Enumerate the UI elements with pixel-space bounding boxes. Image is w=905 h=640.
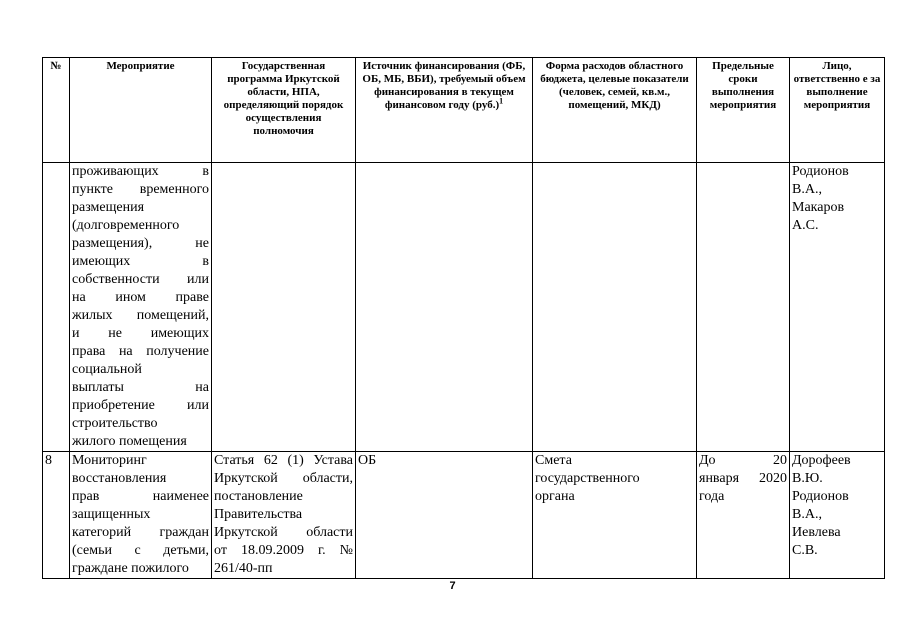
row2-expenses (533, 452, 697, 579)
cell-text-line: прав наименее (72, 489, 209, 504)
cell-text-line: пункте временного (72, 182, 209, 197)
cell-text-line: на ином праве (72, 290, 209, 305)
header-program: Государственная программа Иркутской области, НПА, определяющий порядок осуществления полномочия (212, 58, 356, 163)
row2-number: 8 (43, 452, 70, 579)
cell-text-line: государственного (535, 471, 640, 486)
cell-text-line: Иевлева (792, 525, 841, 540)
cell-text-line: января 2020 (699, 471, 787, 486)
row1-number (43, 163, 70, 452)
cell-text-line: Статья 62 (1) Устава (214, 453, 353, 468)
cell-text-line: размещения), не (72, 236, 209, 251)
cell-text-line: ОБ (358, 453, 377, 468)
row2-funding (356, 452, 533, 579)
cell-text-line: имеющих в (72, 254, 209, 269)
cell-text-line: В.А., (792, 182, 822, 197)
table-row (43, 452, 885, 579)
cell-text-line: года (699, 489, 725, 504)
cell-text-line: собственности или (72, 272, 209, 287)
cell-text-line: Иркутской области (214, 525, 353, 540)
cell-text-line: Иркутской области, (214, 471, 353, 486)
cell-text-line: социальной (72, 362, 142, 377)
header-funding-footnote: 1 (499, 96, 504, 106)
row1-program (212, 163, 356, 452)
cell-text-line: Родионов (792, 489, 849, 504)
cell-text-line: от 18.09.2009 г. № (214, 543, 353, 558)
row2-responsible (790, 452, 885, 579)
row2-program (212, 452, 356, 579)
header-expenses: Форма расходов областного бюджета, целевые показатели (человек, семей, кв.м., помещений, МКД) (533, 58, 697, 163)
cell-text-line: права на получение (72, 344, 209, 359)
cell-text-line: До 20 (699, 453, 787, 468)
cell-text-line: А.С. (792, 218, 819, 233)
cell-text-line: Дорофеев (792, 453, 851, 468)
cell-text-line: Родионов (792, 164, 849, 179)
cell-text-line: В.А., (792, 507, 822, 522)
cell-text-line: органа (535, 489, 575, 504)
header-event: Мероприятие (70, 58, 212, 163)
cell-text-line: строительство (72, 416, 158, 431)
row1-deadline (697, 163, 790, 452)
header-row (43, 58, 885, 163)
cell-text-line: восстановления (72, 471, 167, 486)
cell-text-line: (долговременного (72, 218, 180, 233)
cell-text-line: размещения (72, 200, 145, 215)
header-deadline: Предельные сроки выполнения мероприятия (697, 58, 790, 163)
row1-event (70, 163, 212, 452)
row2-deadline (697, 452, 790, 579)
row1-responsible (790, 163, 885, 452)
header-number: № (43, 58, 70, 163)
cell-text-line: (семьи с детьми, (72, 543, 209, 558)
row1-expenses (533, 163, 697, 452)
cell-text-line: постановление (214, 489, 303, 504)
measures-table (42, 57, 885, 579)
header-responsible: Лицо, ответственно е за выполнение мероприятия (790, 58, 885, 163)
cell-text-line: и не имеющих (72, 326, 209, 341)
cell-text-line: защищенных (72, 507, 151, 522)
header-funding (356, 58, 533, 163)
row2-event (70, 452, 212, 579)
row1-funding (356, 163, 533, 452)
cell-text-line: 261/40-пп (214, 561, 273, 576)
cell-text-line: жилого помещения (72, 434, 187, 449)
cell-text-line: выплаты на (72, 380, 209, 395)
cell-text-line: жилых помещений, (72, 308, 209, 323)
page-number: 7 (449, 580, 456, 592)
table-row (43, 163, 885, 452)
cell-text-line: В.Ю. (792, 471, 823, 486)
cell-text-line: Мониторинг (72, 453, 147, 468)
cell-text-line: категорий граждан (72, 525, 209, 540)
cell-text-line: проживающих в (72, 164, 209, 179)
cell-text-line: Смета (535, 453, 572, 468)
cell-text-line: Правительства (214, 507, 303, 522)
cell-text-line: граждане пожилого (72, 561, 189, 576)
cell-text-line: Макаров (792, 200, 845, 215)
cell-text-line: приобретение или (72, 398, 209, 413)
header-funding-text: Источник финансирования (ФБ, ОБ, МБ, ВБИ), требуемый объем финансирования в текущем финансовом году (руб.) (362, 60, 526, 111)
cell-text-line: С.В. (792, 543, 818, 558)
